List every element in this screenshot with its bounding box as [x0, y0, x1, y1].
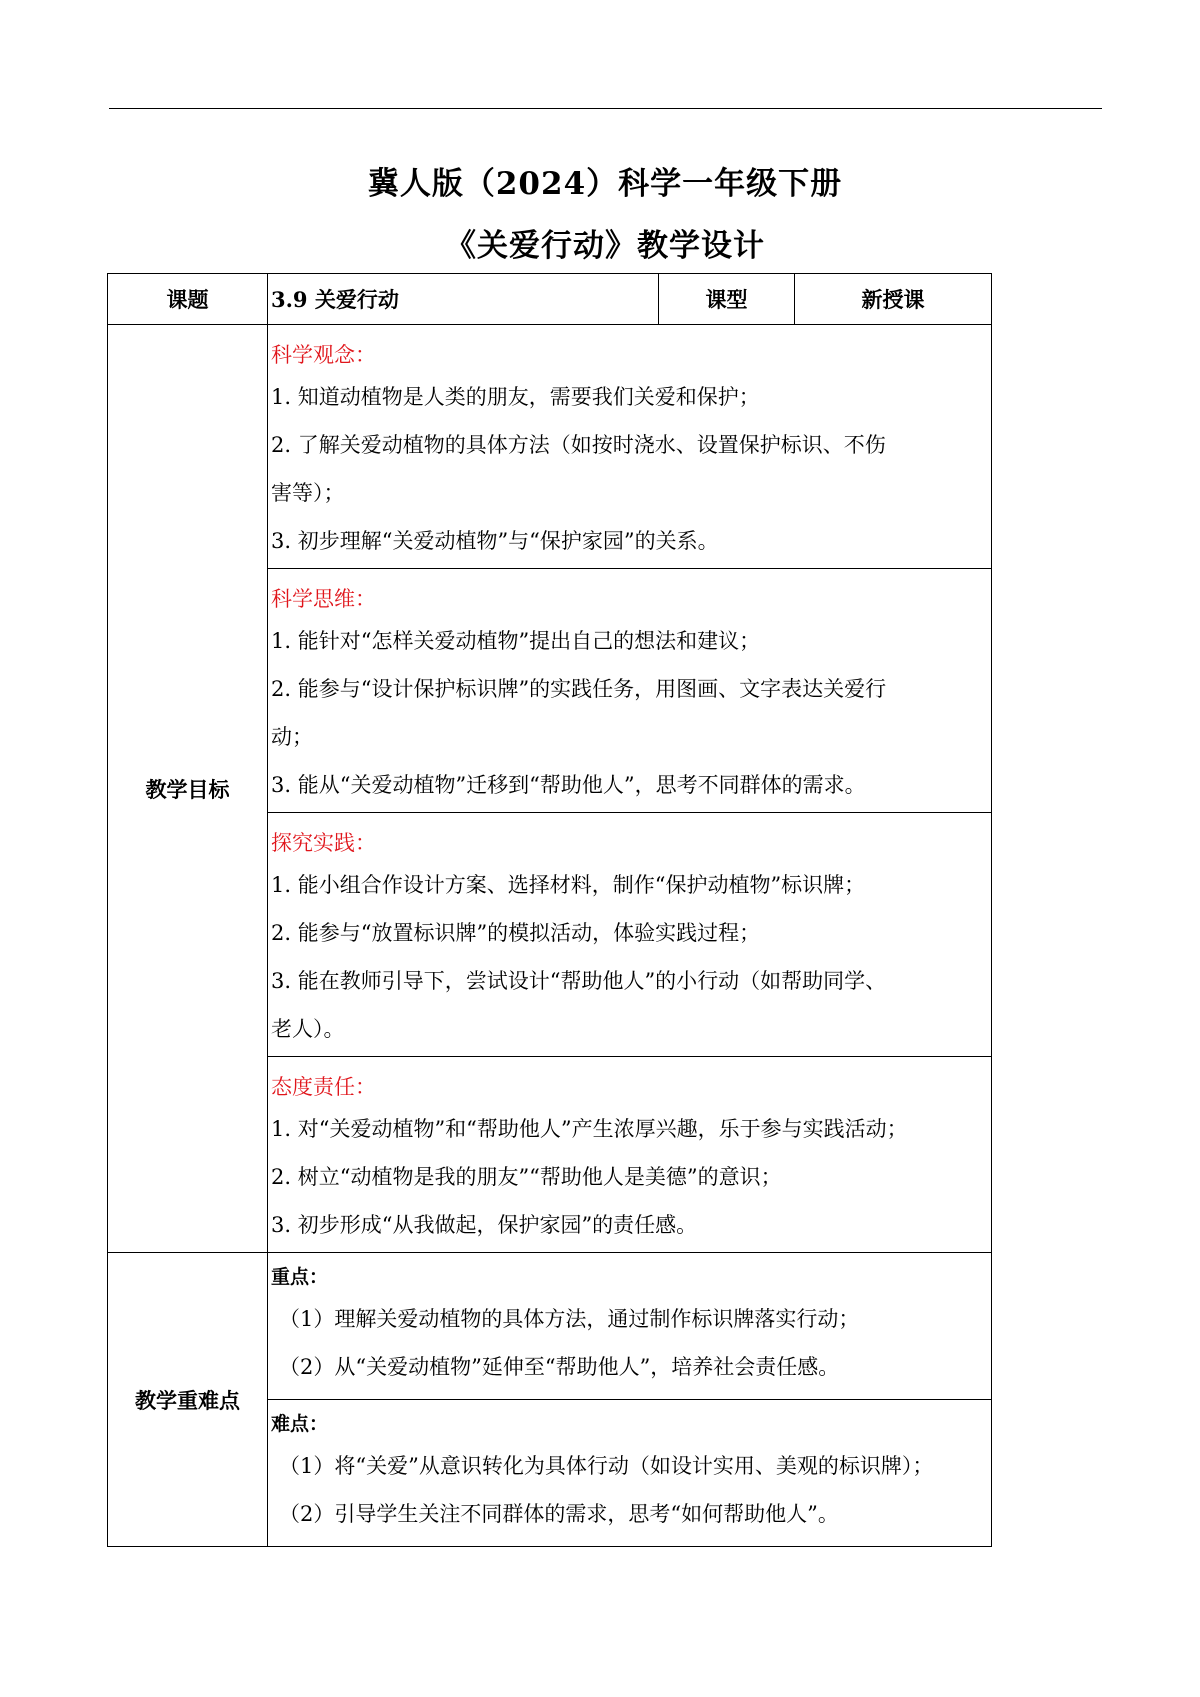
objective-line: 3. 初步形成“从我做起，保护家园”的责任感。: [271, 1213, 698, 1237]
keypoint-line: （2）从“关爱动植物”延伸至“帮助他人”，培养社会责任感。: [279, 1355, 840, 1379]
objective-line: 1. 能针对“怎样关爱动植物”提出自己的想法和建议；: [271, 629, 761, 653]
objective-line: 动；: [271, 725, 313, 749]
keypoints-label: 教学重难点: [108, 1253, 268, 1547]
objective-line: 3. 能从“关爱动植物”迁移到“帮助他人”，思考不同群体的需求。: [271, 773, 866, 797]
objective-section-thinking: [268, 569, 992, 813]
keypoints-section-focus: [268, 1253, 992, 1400]
objective-line: 2. 了解关爱动植物的具体方法（如按时浇水、设置保护标识、不伤: [271, 433, 886, 457]
keypoint-line: （1）将“关爱”从意识转化为具体行动（如设计实用、美观的标识牌）；: [279, 1454, 934, 1478]
keypoint-line: （1）理解关爱动植物的具体方法，通过制作标识牌落实行动；: [279, 1307, 860, 1331]
lesson-plan-table: [107, 273, 992, 1547]
objectives-label: 教学目标: [108, 325, 268, 1253]
objective-line: 1. 能小组合作设计方案、选择材料，制作“保护动植物”标识牌；: [271, 873, 866, 897]
section-title: 探究实践：: [271, 831, 376, 855]
section-title: 科学观念：: [271, 343, 376, 367]
objective-line: 1. 对“关爱动植物”和“帮助他人”产生浓厚兴趣，乐于参与实践活动；: [271, 1117, 908, 1141]
objective-line: 3. 初步理解“关爱动植物”与“保护家园”的关系。: [271, 529, 719, 553]
objective-line: 害等）；: [271, 481, 345, 505]
objective-line: 老人）。: [271, 1017, 345, 1041]
objective-section-concept: [268, 325, 992, 569]
keypoint-line: （2）引导学生关注不同群体的需求，思考“如何帮助他人”。: [279, 1502, 839, 1526]
objective-section-attitude: [268, 1057, 992, 1253]
document-title: 冀人版（2024）科学一年级下册: [367, 166, 843, 202]
section-title: 科学思维：: [271, 587, 376, 611]
objective-line: 2. 能参与“放置标识牌”的模拟活动，体验实践过程；: [271, 921, 761, 945]
objective-line: 1. 知道动植物是人类的朋友，需要我们关爱和保护；: [271, 385, 760, 409]
objectives-row-1: [108, 325, 992, 569]
header-rule: [109, 108, 1102, 109]
topic-label: 课题: [108, 274, 268, 325]
topic-value: 3.9 关爱行动: [268, 274, 659, 325]
section-title: 态度责任：: [271, 1075, 376, 1099]
document-subtitle: 《关爱行动》教学设计: [445, 228, 765, 264]
type-label: 课型: [659, 274, 795, 325]
objective-line: 2. 树立“动植物是我的朋友”“帮助他人是美德”的意识；: [271, 1165, 782, 1189]
objective-line: 3. 能在教师引导下，尝试设计“帮助他人”的小行动（如帮助同学、: [271, 969, 887, 993]
keypoints-section-difficulty: [268, 1400, 992, 1547]
objective-line: 2. 能参与“设计保护标识牌”的实践任务，用图画、文字表达关爱行: [271, 677, 887, 701]
section-title: 重点：: [271, 1266, 329, 1288]
header-row: [108, 274, 992, 325]
keypoints-row-1: [108, 1253, 992, 1400]
objective-section-practice: [268, 813, 992, 1057]
type-value: 新授课: [795, 274, 992, 325]
section-title: 难点：: [271, 1413, 329, 1435]
